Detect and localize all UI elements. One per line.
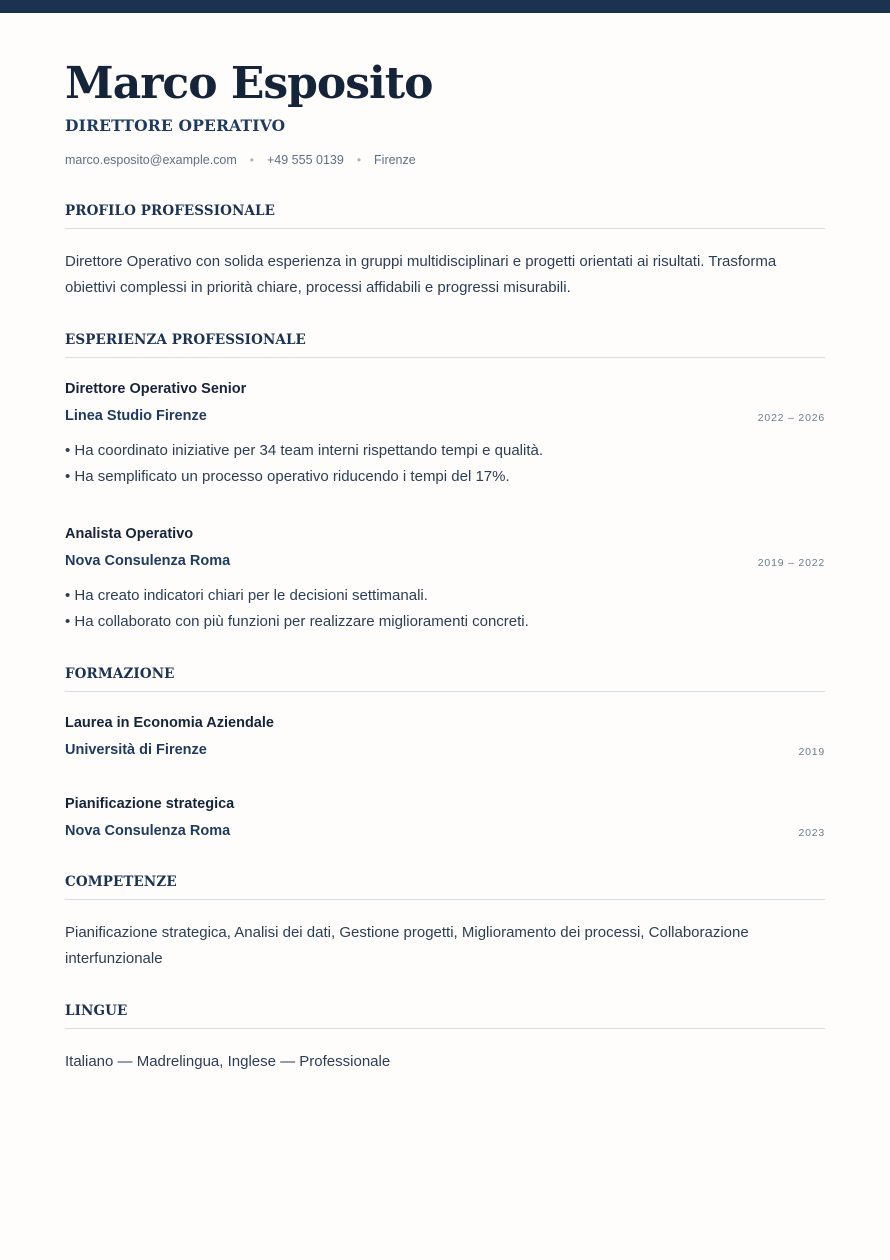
- profile-summary: Direttore Operativo con solida esperienza in gruppi multidisciplinari e progetti orientati ai risultati. Trasforma obiettivi complessi in priorità chiare, processi affidabili e progressi misurabili.: [65, 253, 777, 296]
- candidate-name: Marco Esposito: [65, 58, 433, 109]
- job-bullet: • Ha coordinato iniziative per 34 team interni rispettando tempi e qualità.: [65, 442, 544, 459]
- top-accent-bar: [0, 0, 890, 13]
- job-position: Analista Operativo: [65, 526, 194, 542]
- candidate-role: DIRETTORE OPERATIVO: [65, 116, 286, 135]
- contact-phone[interactable]: +49 555 0139: [267, 153, 344, 167]
- job-dates: 2019 – 2022: [757, 557, 825, 569]
- separator-dot: •: [249, 153, 254, 167]
- contact-line: [65, 153, 416, 167]
- education-year: 2019: [798, 746, 825, 758]
- education-institution: Nova Consulenza Roma: [65, 823, 231, 839]
- education-institution: Università di Firenze: [65, 742, 207, 758]
- job-bullet: • Ha collaborato con più funzioni per realizzare miglioramenti concreti.: [65, 613, 529, 630]
- job-company: Linea Studio Firenze: [65, 408, 207, 424]
- section-title-languages: LINGUE: [65, 1003, 825, 1029]
- job-position: Direttore Operativo Senior: [65, 381, 247, 397]
- job-dates: 2022 – 2026: [757, 412, 825, 424]
- separator-dot: •: [356, 153, 362, 167]
- section-title-experience: ESPERIENZA PROFESSIONALE: [65, 332, 825, 358]
- job-bullet: • Ha semplificato un processo operativo riducendo i tempi del 17%.: [65, 468, 510, 485]
- languages-list: Italiano — Madrelingua, Inglese — Professionale: [65, 1053, 391, 1070]
- contact-city: Firenze: [374, 153, 416, 167]
- job-company: Nova Consulenza Roma: [65, 553, 231, 569]
- section-title-education: FORMAZIONE: [65, 666, 825, 692]
- skills-list: Pianificazione strategica, Analisi dei dati, Gestione progetti, Miglioramento dei processi, Collaborazione interfunzionale: [65, 924, 749, 967]
- section-title-skills: COMPETENZE: [65, 874, 825, 900]
- education-degree: Pianificazione strategica: [65, 796, 235, 812]
- contact-email[interactable]: marco.esposito@example.com: [65, 153, 237, 167]
- job-bullet: • Ha creato indicatori chiari per le decisioni settimanali.: [65, 587, 428, 604]
- education-year: 2023: [798, 827, 825, 839]
- education-degree: Laurea in Economia Aziendale: [65, 715, 274, 731]
- section-title-profile: PROFILO PROFESSIONALE: [65, 203, 825, 229]
